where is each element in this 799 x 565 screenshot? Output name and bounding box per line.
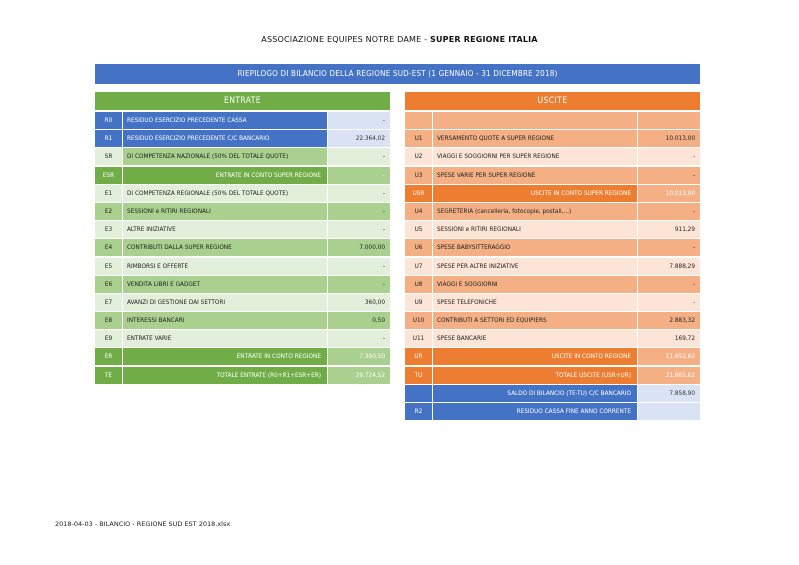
- uscite-row-label: USCITE IN CONTO REGIONE: [433, 348, 637, 365]
- uscite-row-label: SPESE VARIE PER SUPER REGIONE: [433, 167, 637, 184]
- entrate-row-label: SESSIONI e RITIRI REGIONALI: [123, 203, 327, 220]
- entrate-row-code: ESR: [95, 167, 122, 184]
- entrate-row-code: SR: [95, 148, 122, 165]
- uscite-heading: USCITE: [405, 92, 700, 110]
- uscite-row-code: USR: [405, 185, 432, 202]
- entrate-row-label: AVANZI DI GESTIONE DAI SETTORI: [123, 294, 327, 311]
- uscite-row-value: -: [638, 276, 700, 293]
- entrate-row-value: 360,00: [328, 294, 390, 311]
- uscite-row: [405, 367, 700, 384]
- uscite-row-code: U2: [405, 148, 432, 165]
- entrate-row-value: -: [328, 330, 390, 347]
- entrate-table: [95, 92, 390, 385]
- uscite-row-label: CONTRIBUTI A SETTORI ED EQUIPIERS: [433, 312, 637, 329]
- uscite-row-code: U3: [405, 167, 432, 184]
- entrate-row-label: ALTRE INIZIATIVE: [123, 221, 327, 238]
- uscite-row: [405, 167, 700, 184]
- entrate-row-code: E4: [95, 239, 122, 256]
- document-header: [0, 35, 799, 44]
- uscite-row-code: [405, 112, 432, 129]
- entrate-row-label: RESIDUO ESERCIZIO PRECEDENTE CASSA: [123, 112, 327, 129]
- uscite-row-label: SEGRETERIA (cancelleria, fotocopie, postali,...): [433, 203, 637, 220]
- uscite-row-code: U6: [405, 239, 432, 256]
- uscite-row-code: U9: [405, 294, 432, 311]
- entrate-row: [95, 258, 390, 275]
- entrate-row-label: DI COMPETENZA NAZIONALE (50% DEL TOTALE QUOTE): [123, 148, 327, 165]
- entrate-row-value: -: [328, 276, 390, 293]
- uscite-row-code: [405, 385, 432, 402]
- uscite-row: [405, 348, 700, 365]
- uscite-row-value: 7.858,90: [638, 385, 700, 402]
- entrate-row: [95, 330, 390, 347]
- entrate-row-value: 0,50: [328, 312, 390, 329]
- uscite-row-value: -: [638, 239, 700, 256]
- entrate-row-code: E9: [95, 330, 122, 347]
- entrate-row-code: ER: [95, 348, 122, 365]
- entrate-row-label: ENTRATE IN CONTO REGIONE: [123, 348, 327, 365]
- entrate-row-value: -: [328, 258, 390, 275]
- uscite-row-value: -: [638, 294, 700, 311]
- uscite-row-value: -: [638, 167, 700, 184]
- uscite-row-label: SPESE TELEFONICHE: [433, 294, 637, 311]
- uscite-row-label: VIAGGI E SOGGIORNI: [433, 276, 637, 293]
- uscite-row: [405, 276, 700, 293]
- uscite-row: [405, 185, 700, 202]
- uscite-row-label: SPESE BANCARIE: [433, 330, 637, 347]
- uscite-row-code: U10: [405, 312, 432, 329]
- uscite-row-label: SPESE BABYSITTERAGGIO: [433, 239, 637, 256]
- uscite-row-code: TU: [405, 367, 432, 384]
- entrate-row-value: -: [328, 221, 390, 238]
- uscite-row-value: 10.013,00: [638, 185, 700, 202]
- entrate-row: [95, 276, 390, 293]
- entrate-row: [95, 221, 390, 238]
- uscite-row-label: SESSIONI e RITIRI REGIONALI: [433, 221, 637, 238]
- uscite-row-label: VIAGGI E SOGGIORNI PER SUPER REGIONE: [433, 148, 637, 165]
- uscite-row: [405, 330, 700, 347]
- entrate-row: [95, 167, 390, 184]
- uscite-row-label: USCITE IN CONTO SUPER REGIONE: [433, 185, 637, 202]
- entrate-row-value: -: [328, 148, 390, 165]
- uscite-row: [405, 312, 700, 329]
- uscite-row-value: -: [638, 203, 700, 220]
- entrate-row-code: R0: [95, 112, 122, 129]
- entrate-row-code: E7: [95, 294, 122, 311]
- entrate-heading: ENTRATE: [95, 92, 390, 110]
- uscite-row-value: 11.852,62: [638, 348, 700, 365]
- uscite-row-value: 2.883,32: [638, 312, 700, 329]
- uscite-row-value: -: [638, 148, 700, 165]
- entrate-row-label: INTERESSI BANCARI: [123, 312, 327, 329]
- uscite-row: [405, 203, 700, 220]
- uscite-row: [405, 385, 700, 402]
- entrate-row: [95, 185, 390, 202]
- entrate-row: [95, 112, 390, 129]
- uscite-row: [405, 112, 700, 129]
- entrate-row-value: 7.360,50: [328, 348, 390, 365]
- uscite-row-code: R2: [405, 403, 432, 420]
- entrate-row-code: E2: [95, 203, 122, 220]
- entrate-row-value: 29.724,52: [328, 367, 390, 384]
- org-name: ASSOCIAZIONE EQUIPES NOTRE DAME -: [261, 35, 428, 44]
- entrate-row-label: ENTRATE VARIE: [123, 330, 327, 347]
- uscite-row-value: [638, 112, 700, 129]
- entrate-row-code: E8: [95, 312, 122, 329]
- entrate-row-label: CONTRIBUTI DALLA SUPER REGIONE: [123, 239, 327, 256]
- entrate-row: [95, 367, 390, 384]
- uscite-row-code: UR: [405, 348, 432, 365]
- entrate-row-code: R1: [95, 130, 122, 147]
- uscite-row: [405, 239, 700, 256]
- uscite-row-value: 21.865,62: [638, 367, 700, 384]
- region-name: SUPER REGIONE ITALIA: [429, 35, 538, 44]
- entrate-row: [95, 203, 390, 220]
- file-footer: 2018-04-03 - BILANCIO - REGIONE SUD EST 2018.xlsx: [55, 520, 231, 528]
- uscite-row-label: VERSAMENTO QUOTE A SUPER REGIONE: [433, 130, 637, 147]
- uscite-row-label: SALDO DI BILANCIO (TE-TU) C/C BANCARIO: [433, 385, 637, 402]
- uscite-row: [405, 294, 700, 311]
- entrate-row-value: -: [328, 203, 390, 220]
- entrate-row: [95, 148, 390, 165]
- uscite-row-value: [638, 403, 700, 420]
- entrate-row: [95, 312, 390, 329]
- uscite-row-label: SPESE PER ALTRE INIZIATIVE: [433, 258, 637, 275]
- entrate-row-value: -: [328, 167, 390, 184]
- uscite-row-label: RESIDUO CASSA FINE ANNO CORRENTE: [433, 403, 637, 420]
- uscite-row-code: U8: [405, 276, 432, 293]
- uscite-row: [405, 403, 700, 420]
- entrate-row: [95, 239, 390, 256]
- entrate-row-value: 7.000,00: [328, 239, 390, 256]
- uscite-row-code: U5: [405, 221, 432, 238]
- entrate-row: [95, 348, 390, 365]
- uscite-row-code: U7: [405, 258, 432, 275]
- entrate-row-code: E1: [95, 185, 122, 202]
- uscite-row: [405, 221, 700, 238]
- entrate-row-label: ENTRATE IN CONTO SUPER REGIONE: [123, 167, 327, 184]
- entrate-row-value: -: [328, 185, 390, 202]
- uscite-row-value: 7.888,29: [638, 258, 700, 275]
- uscite-row-value: 10.013,00: [638, 130, 700, 147]
- entrate-row-code: E5: [95, 258, 122, 275]
- entrate-row-label: RIMBORSI E OFFERTE: [123, 258, 327, 275]
- uscite-row-code: U11: [405, 330, 432, 347]
- entrate-row: [95, 294, 390, 311]
- uscite-row-value: 169,72: [638, 330, 700, 347]
- report-title: RIEPILOGO DI BILANCIO DELLA REGIONE SUD-EST (1 GENNAIO - 31 DICEMBRE 2018): [95, 64, 700, 84]
- uscite-row-label: TOTALE USCITE (USR+UR): [433, 367, 637, 384]
- uscite-row-code: U1: [405, 130, 432, 147]
- entrate-row-label: TOTALE ENTRATE (R0+R1+ESR+ER): [123, 367, 327, 384]
- uscite-row: [405, 130, 700, 147]
- entrate-row-code: E3: [95, 221, 122, 238]
- uscite-row-code: U4: [405, 203, 432, 220]
- uscite-row: [405, 258, 700, 275]
- entrate-row-code: E6: [95, 276, 122, 293]
- uscite-row-value: 911,29: [638, 221, 700, 238]
- uscite-table: [405, 92, 700, 421]
- entrate-row-value: 22.364,02: [328, 130, 390, 147]
- uscite-row: [405, 148, 700, 165]
- uscite-row-label: [433, 112, 637, 129]
- entrate-row-value: -: [328, 112, 390, 129]
- entrate-row-label: DI COMPETENZA REGIONALE (50% DEL TOTALE QUOTE): [123, 185, 327, 202]
- entrate-row-label: RESIDUO ESERCIZIO PRECEDENTE C/C BANCARIO: [123, 130, 327, 147]
- entrate-row: [95, 130, 390, 147]
- entrate-row-code: TE: [95, 367, 122, 384]
- entrate-row-label: VENDITA LIBRI E GADGET: [123, 276, 327, 293]
